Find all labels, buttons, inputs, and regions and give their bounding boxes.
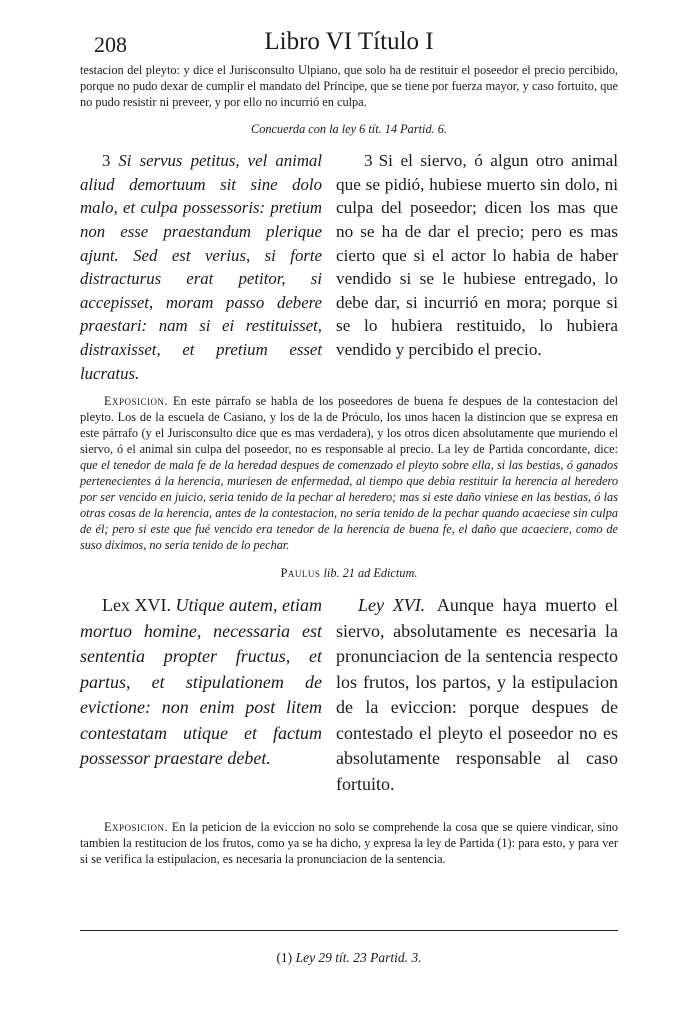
lex-16-spanish-text: Aunque haya muerto el siervo, absolutamente es necesaria la pronunciacion de la sentencia respecto los frutos, los partos, y la estipulacion de la eviccion: porque despues de contestado el pleyto el poseedor no es absolutamente responsable al caso fortuito. bbox=[336, 595, 618, 794]
exposicion-1 bbox=[80, 393, 618, 553]
lex-16-columns bbox=[80, 593, 618, 797]
footnote-rule bbox=[80, 930, 618, 931]
section-3-latin bbox=[80, 149, 322, 385]
exposicion-2 bbox=[80, 819, 618, 867]
concordance-note: Concuerda con la ley 6 tít. 14 Partid. 6. bbox=[251, 122, 447, 137]
section-3-number-spanish: 3 bbox=[364, 151, 373, 171]
section-3-number-latin: 3 bbox=[102, 151, 111, 171]
lex-16-latin bbox=[80, 593, 322, 797]
section-3-spanish bbox=[336, 149, 618, 385]
footnote-marker: (1) bbox=[276, 950, 293, 965]
lex-16-latin-heading: Lex XVI. bbox=[102, 595, 171, 616]
intro-paragraph: testacion del pleyto: y dice el Jurisconsulto Ulpiano, que solo ha de restituir el poseedor el precio percibido, porque no pudo dexar de cumplir el mandato del Príncipe, que se tiene por fuerza mayor, y caso fortuito, que no pudo resistir ni preveer, y por ello no incurrió en culpa. bbox=[80, 63, 618, 109]
exposicion-1-quote: que el tenedor de mala fe de la heredad despues de comenzado el pleyto sobre ella, si las bestias, ó ganados pertenecientes á la herencia, muriesen de enfermedad, al tiempo que debia restituir la herencia al heredero por ser vencido en juicio, seria tenido de la pechar al heredero; mas si este daño viniese en las bestias, ó las otras cosas de la herencia, antes de la contestacion, no seria tenido de la pechar quando acaeciese sin culpa de él; pero si este que fué vencido era tenedor de la herencia de buena fe, el daño que acaeciere, como de suso diximos, no seria tenido de lo pechar. bbox=[80, 458, 618, 553]
author-line bbox=[80, 566, 618, 581]
running-title: Libro VI Título I bbox=[264, 28, 434, 55]
section-3-columns bbox=[80, 149, 618, 385]
lex-16-latin-text: Utique autem, etiam mortuo homine, necessaria est sententia propter fructus, et partus, et stipulationem de evictione: non enim post litem contestatam utique et factum possessor praestare debet. bbox=[80, 595, 322, 769]
exposicion-2-label: Exposicion. bbox=[104, 820, 169, 835]
section-3-latin-text: Si servus petitus, vel animal aliud demortuum sit sine dolo malo, et culpa possessoris: pretium non esse praestandum plerique ajunt. Sed est verius, si forte distracturus erat petitor, si accepisset, moram passo debere praestari: nam si ei restituisset, distraxisset, et pretium esset lucratus. bbox=[80, 151, 322, 383]
lex-16-spanish-heading: Ley XVI. bbox=[358, 595, 426, 616]
author-source: lib. 21 ad Edictum. bbox=[323, 566, 418, 581]
lex-16-spanish bbox=[336, 593, 618, 797]
exposicion-1-text: En este párrafo se habla de los poseedores de buena fe despues de la contestacion del pleyto. Los de la escuela de Casiano, y los de la de Próculo, los unos hacen la distincion que se expresa en este párrafo (y el Jurisconsulto dice que es mas verdadera), y los otros dicen absolutamente que muriendo el siervo, ó el animal sin culpa del poseedor, no es responsable al precio. La ley de Partida concordante, dice: bbox=[80, 394, 618, 457]
page-number: 208 bbox=[94, 32, 127, 57]
book-page bbox=[80, 28, 619, 965]
exposicion-2-text: En la peticion de la eviccion no solo se comprehende la cosa que se quiere vindicar, sino tambien la restitucion de los frutos, como ya se ha dicho, y expresa la ley de Partida (1): para esto, y para ver si se verifica la estipulacion, es necesaria la pronunciacion de la sentencia. bbox=[80, 820, 619, 867]
page-header bbox=[80, 28, 618, 62]
footnote-text: Ley 29 tít. 23 Partid. 3. bbox=[295, 950, 422, 965]
author-name: Paulus bbox=[280, 566, 321, 581]
footnote bbox=[80, 950, 618, 966]
exposicion-1-label: Exposicion. bbox=[104, 394, 169, 409]
section-3-spanish-text: Si el siervo, ó algun otro animal que se pidió, hubiese muerto sin dolo, ni culpa del poseedor; dicen los mas que no se ha de dar el precio; pero es mas cierto que si el actor lo habia de haber vendido si se le hubiese entregado, lo debe dar, si incurrió en mora; porque si se lo hubiera restituido, lo hubiera vendido y percibido el precio. bbox=[336, 151, 618, 360]
